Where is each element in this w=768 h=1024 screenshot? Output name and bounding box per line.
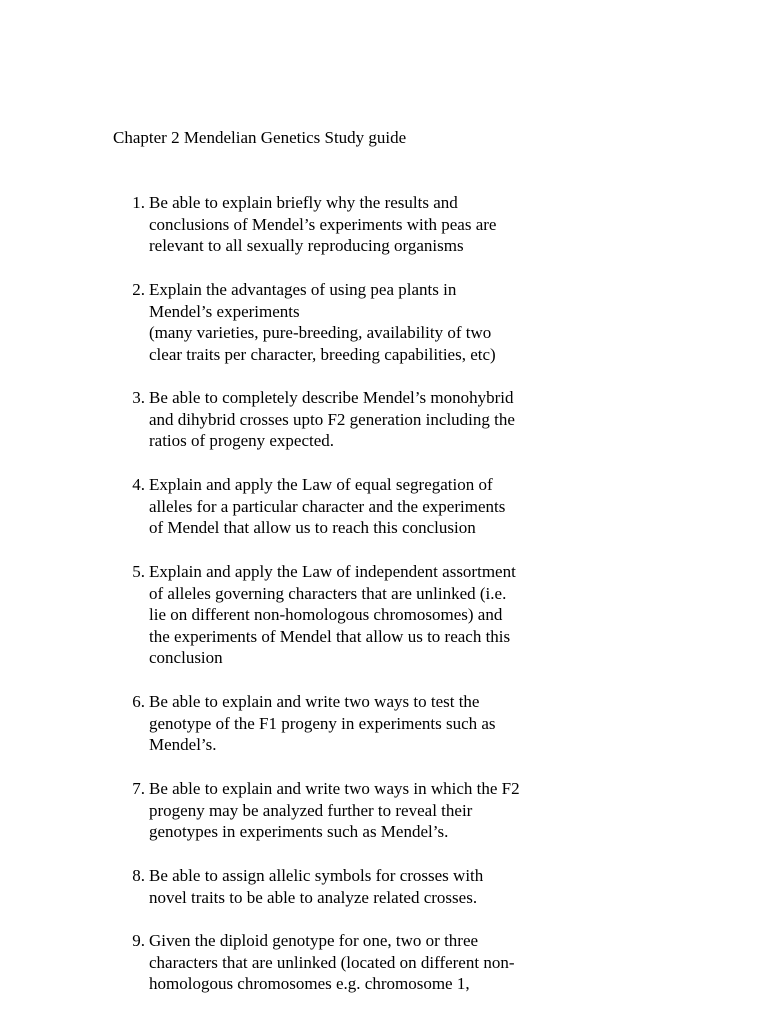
item-line: characters that are unlinked (located on different non- (149, 952, 515, 972)
item-line: Given the diploid genotype for one, two or three (149, 931, 479, 950)
item-number: 1. (132, 193, 145, 212)
item-line: clear traits per character, breeding capabilities, etc) (149, 344, 496, 364)
item-number: 9. (132, 931, 145, 950)
item-line: Be able to explain and write two ways in which the F2 (149, 779, 520, 798)
item-text (149, 865, 483, 908)
item-line: progeny may be analyzed further to reveal their (149, 800, 473, 820)
item-line: (many varieties, pure-breeding, availability of two (149, 323, 492, 343)
item-line: relevant to all sexually reproducing organisms (149, 236, 464, 256)
item-line: Explain the advantages of using pea plants in (149, 280, 457, 299)
item-line: conclusions of Mendel’s experiments with peas are (149, 214, 497, 234)
item-text (149, 778, 520, 843)
item-text (149, 192, 496, 257)
item-number: 2. (132, 280, 145, 299)
item-line: Be able to explain briefly why the results and (149, 193, 458, 212)
item-number: 3. (132, 388, 145, 407)
item-text (149, 930, 515, 995)
item-line: of alleles governing characters that are unlinked (i.e. (149, 583, 507, 603)
item-line: lie on different non-homologous chromosomes) and (149, 605, 503, 625)
item-line: Be able to completely describe Mendel’s monohybrid (149, 388, 514, 407)
item-text (149, 474, 505, 539)
item-line: the experiments of Mendel that allow us to reach this (149, 626, 511, 646)
item-text (149, 279, 496, 365)
document-title: Chapter 2 Mendelian Genetics Study guide (113, 128, 407, 147)
item-line: alleles for a particular character and the experiments (149, 496, 506, 516)
item-text (149, 691, 496, 756)
item-line: and dihybrid crosses upto F2 generation including the (149, 409, 515, 429)
item-line: Be able to assign allelic symbols for crosses with (149, 866, 484, 885)
item-number: 4. (132, 475, 145, 494)
item-line: Explain and apply the Law of independent assortment (149, 562, 516, 581)
item-line: Mendel’s. (149, 735, 217, 755)
item-number: 8. (132, 866, 145, 885)
item-line: Explain and apply the Law of equal segregation of (149, 475, 493, 494)
item-text (149, 561, 516, 669)
item-line: of Mendel that allow us to reach this conclusion (149, 518, 476, 538)
item-line: Be able to explain and write two ways to test the (149, 692, 480, 711)
item-line: genotype of the F1 progeny in experiments such as (149, 713, 496, 733)
item-line: Mendel’s experiments (149, 301, 300, 321)
item-number: 7. (132, 779, 145, 798)
item-line: genotypes in experiments such as Mendel’s. (149, 822, 449, 842)
item-line: conclusion (149, 648, 223, 668)
item-line: novel traits to be able to analyze related crosses. (149, 887, 478, 907)
item-line: ratios of progeny expected. (149, 431, 335, 451)
item-number: 5. (132, 562, 145, 581)
item-text (149, 387, 515, 452)
item-line: homologous chromosomes e.g. chromosome 1, (149, 974, 470, 994)
item-number: 6. (132, 692, 145, 711)
